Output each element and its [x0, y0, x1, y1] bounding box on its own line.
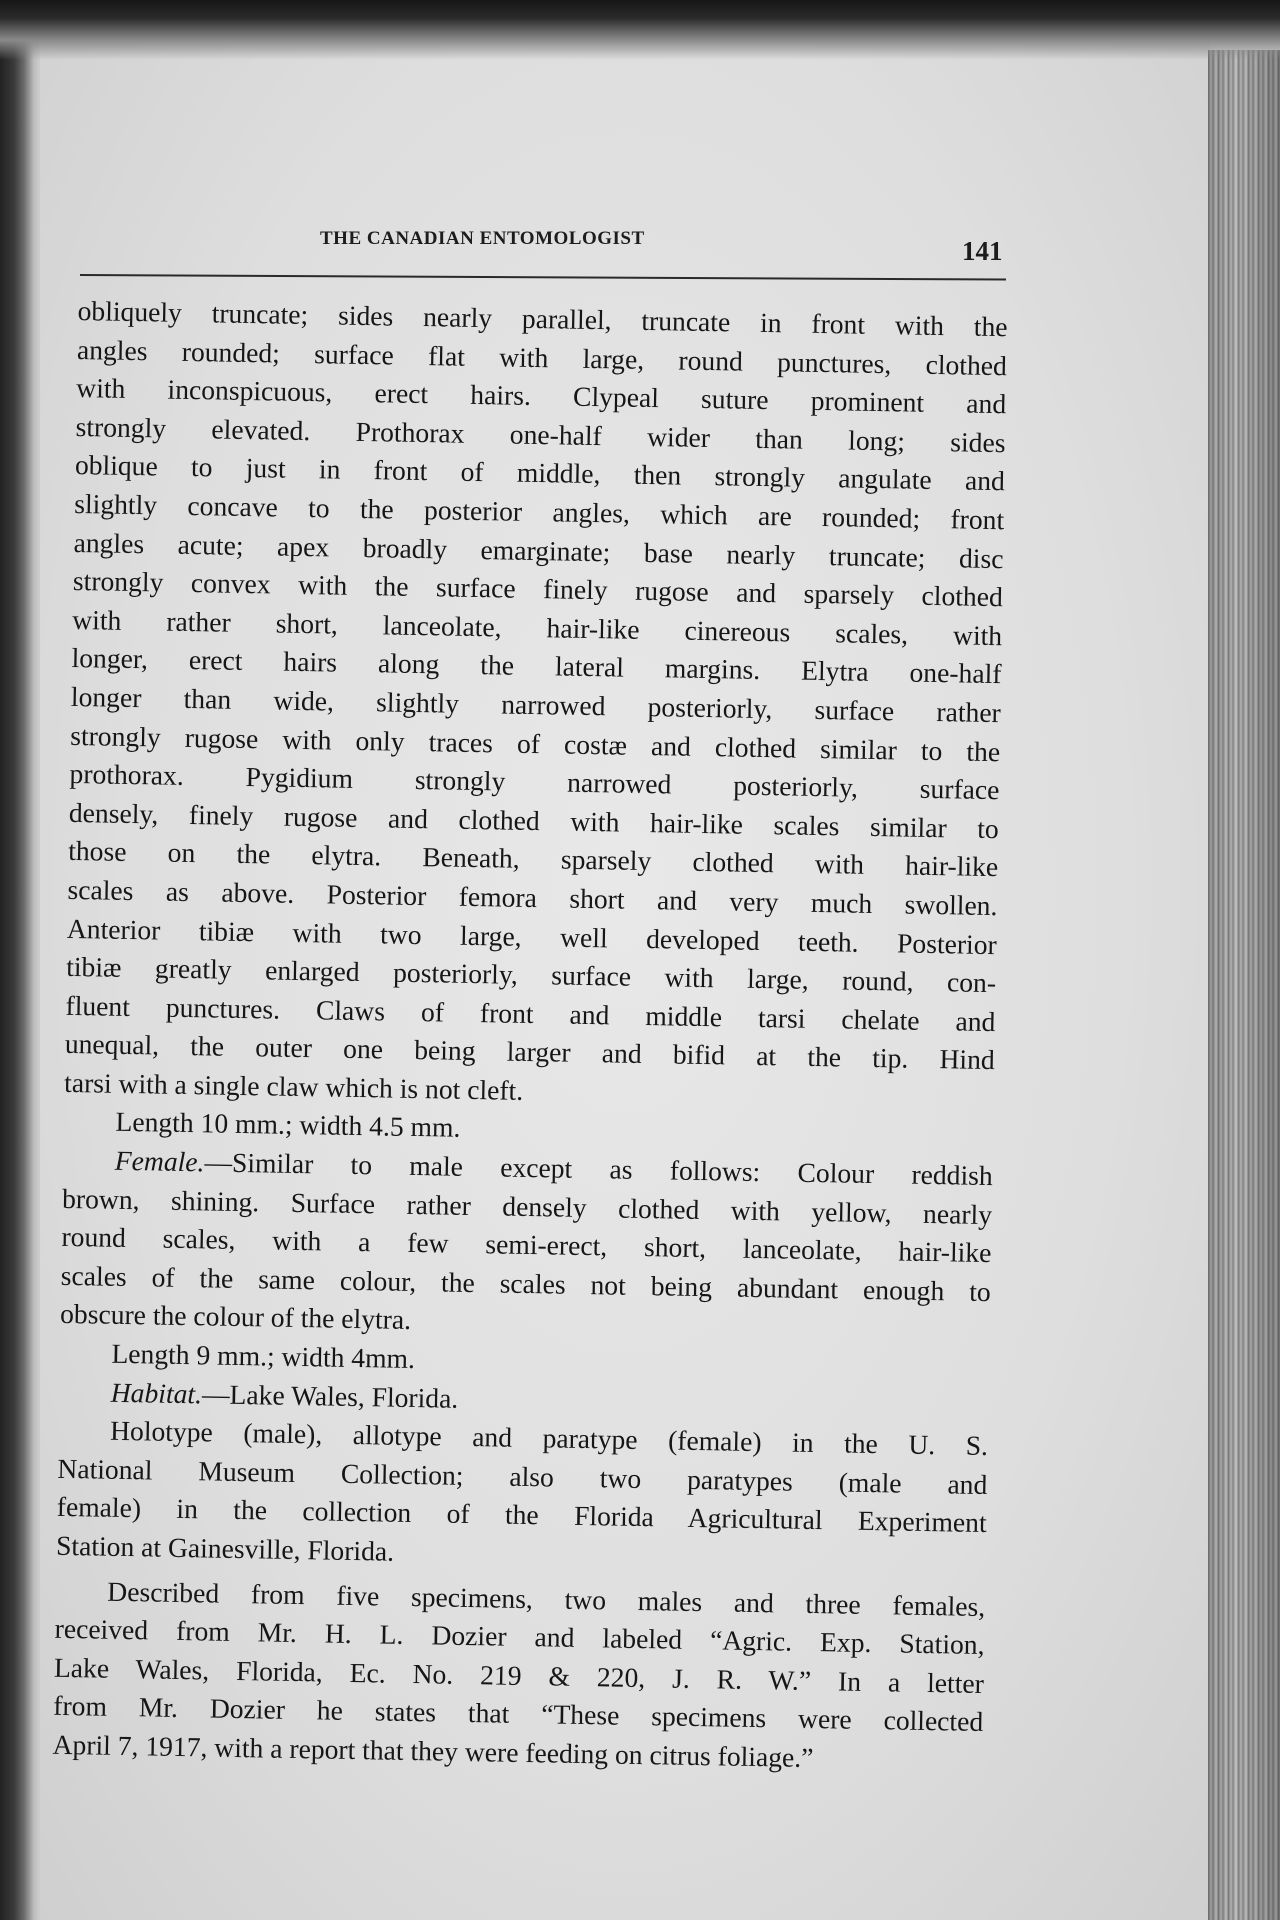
text-line: unequal, the outer one being larger and bifid at the tip. Hind: [64, 1028, 996, 1076]
text-line: female) in the collection of the Florida Agricultural Experiment: [56, 1491, 987, 1539]
text-line: brown, shining. Surface rather densely clothed with yellow, nearly: [61, 1182, 993, 1230]
text-line: scales as above. Posterior femora short and very much swollen.: [67, 873, 998, 922]
text-line: from Mr. Dozier he states that “These specimens were collected: [53, 1690, 984, 1738]
text-line: slightly concave to the posterior angles, which are rounded; front: [74, 487, 1005, 536]
text-line: strongly convex with the surface finely rugose and sparsely clothed: [72, 565, 1004, 613]
text-line: Lake Wales, Florida, Ec. No. 219 & 220, J. R. W.” In a letter: [53, 1651, 985, 1699]
text-line: prothorax. Pygidium strongly narrowed posteriorly, surface: [69, 758, 1000, 806]
text-line: received from Mr. H. L. Dozier and labeled “Agric. Exp. Station,: [54, 1612, 985, 1661]
article-body: [52, 292, 1008, 1781]
text-line: angles rounded; surface flat with large, round punctures, clothed: [76, 333, 1008, 381]
text-line: fluent punctures. Claws of front and middle tarsi chelate and: [65, 989, 996, 1037]
text-line: with rather short, lanceolate, hair-like cinereous scales, with: [72, 603, 1003, 651]
page-number: 141: [962, 236, 1003, 266]
text-line: strongly elevated. Prothorax one-half wider than long; sides: [75, 410, 1006, 458]
text-line: those on the elytra. Beneath, sparsely clothed with hair-like: [67, 835, 999, 883]
habitat-text: —Lake Wales, Florida.: [201, 1377, 459, 1414]
text-line: Station at Gainesville, Florida.: [55, 1529, 395, 1567]
female-length: Length 9 mm.; width 4mm.: [111, 1337, 416, 1375]
female-text: —Similar to male except as follows: Colour reddish: [204, 1146, 993, 1192]
text-line: round scales, with a few semi-erect, short, lanceolate, hair-like: [61, 1221, 992, 1269]
text-line: obscure the colour of the elytra.: [59, 1298, 412, 1336]
text-line: April 7, 1917, with a report that they were feeding on citrus foliage.”: [52, 1728, 814, 1774]
female-label: Female.: [114, 1144, 205, 1178]
text-line: National Museum Collection; also two paratypes (male and: [57, 1452, 988, 1500]
text-line: oblique to just in front of middle, then strongly angulate and: [74, 449, 1006, 497]
text-line: Holotype (male), allotype and paratype (female) in the U. S.: [109, 1414, 989, 1462]
text-line: tibiæ greatly enlarged posteriorly, surface with large, round, con-: [65, 950, 997, 999]
text-line: longer than wide, slightly narrowed posteriorly, surface rather: [70, 680, 1002, 729]
text-line: with inconspicuous, erect hairs. Clypeal suture prominent and: [76, 372, 1007, 420]
male-length: Length 10 mm.; width 4.5 mm.: [115, 1106, 461, 1144]
text-line: strongly rugose with only traces of costæ and clothed similar to the: [69, 719, 1001, 767]
text-line: scales of the same colour, the scales not being abundant enough to: [60, 1259, 991, 1307]
book-page-edges-shade: [1208, 50, 1280, 1920]
text-line: Anterior tibiæ with two large, well developed teeth. Posterior: [66, 912, 998, 960]
habitat-label: Habitat.: [110, 1376, 203, 1409]
text-line: longer, erect hairs along the lateral margins. Elytra one-half: [71, 642, 1002, 690]
top-shadow: [0, 0, 1280, 60]
text-line: densely, finely rugose and clothed with hair-like scales similar to: [68, 796, 1000, 844]
text-line: tarsi with a single claw which is not cleft.: [63, 1066, 524, 1106]
text-line: angles acute; apex broadly emarginate; base nearly truncate; disc: [73, 526, 1004, 574]
text-line: obliquely truncate; sides nearly parallel, truncate in front with the: [77, 294, 1008, 343]
running-head: THE CANADIAN ENTOMOLOGIST: [320, 228, 645, 249]
text-line: Described from five specimens, two males and three females,: [107, 1575, 986, 1622]
